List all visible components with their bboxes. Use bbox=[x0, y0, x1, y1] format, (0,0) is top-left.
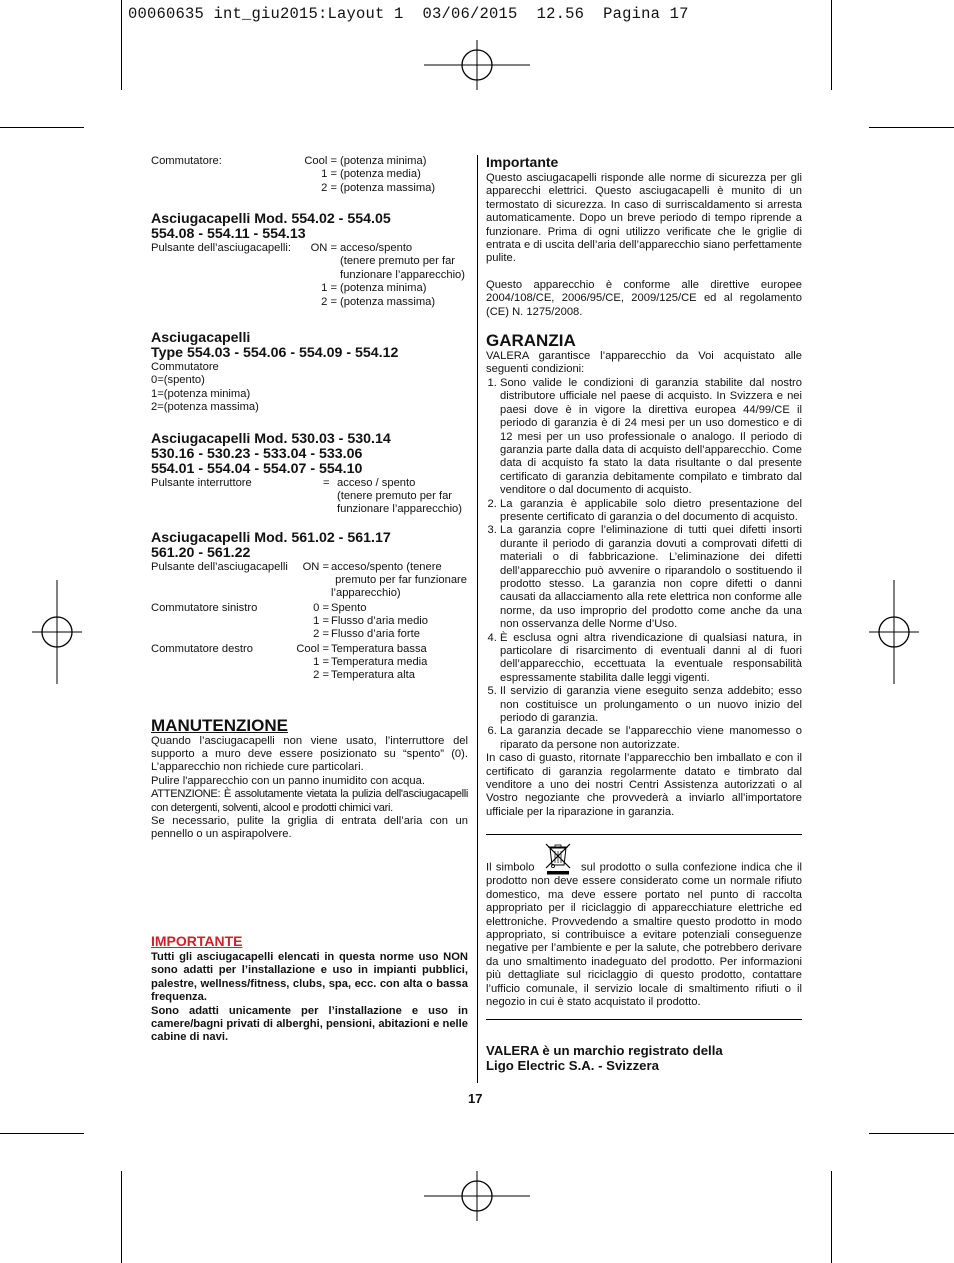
switch-keys bbox=[281, 643, 329, 683]
spec-line: 1=(potenza minima) bbox=[151, 387, 251, 400]
warranty-heading: GARANZIA bbox=[486, 331, 576, 351]
button-values bbox=[340, 242, 465, 309]
switch-values bbox=[340, 155, 435, 195]
button-spec bbox=[151, 242, 468, 310]
brand-notice: Ligo Electric S.A. - Svizzera bbox=[486, 1058, 659, 1074]
maintenance-text: Se necessario, pulite la griglia di entrata dell’aria con un pennello o un aspirapolvere. bbox=[151, 815, 468, 841]
crop-mark bbox=[869, 1133, 954, 1134]
switch-value: Flusso d’aria forte bbox=[331, 628, 420, 641]
button-label: Pulsante dell’asciugacapelli: bbox=[151, 242, 291, 254]
model-heading: Asciugacapelli Mod. 561.02 - 561.17 bbox=[151, 529, 391, 546]
crop-mark bbox=[831, 0, 832, 90]
crop-mark bbox=[121, 1171, 122, 1263]
button-value: (potenza massima) bbox=[340, 295, 436, 308]
switch-value: funzionare l’apparecchio) bbox=[337, 503, 463, 516]
model-heading: Asciugacapelli Mod. 554.02 - 554.05 bbox=[151, 211, 391, 227]
model-heading: 554.01 - 554.04 - 554.07 - 554.10 bbox=[151, 460, 363, 477]
switch-values bbox=[337, 477, 462, 517]
registration-mark-bottom bbox=[424, 1171, 530, 1221]
button-value: acceso/spento (tenere bbox=[331, 560, 442, 573]
switch-values bbox=[331, 602, 428, 642]
crossed-bin-icon bbox=[545, 843, 571, 875]
button-key: 2 = bbox=[321, 295, 337, 308]
crop-mark bbox=[831, 1171, 832, 1263]
switch-key: Cool = bbox=[296, 642, 329, 655]
model-heading: 530.16 - 530.23 - 533.04 - 533.06 bbox=[151, 445, 363, 462]
switch-value: (tenere premuto per far bbox=[337, 490, 453, 503]
crop-mark bbox=[0, 127, 84, 128]
switch-value: (potenza minima) bbox=[340, 155, 427, 167]
switch-value: Temperatura bassa bbox=[331, 642, 427, 655]
warranty-conditions bbox=[486, 377, 802, 752]
switch-value: Flusso d’aria medio bbox=[331, 615, 429, 628]
list-item: 6. La garanzia decade se l’apparecchio viene manomesso o riparato da persone non autorizzate. bbox=[500, 725, 802, 752]
button-keys bbox=[297, 242, 337, 309]
page-number: 17 bbox=[468, 1091, 483, 1106]
button-key: ON = bbox=[310, 242, 337, 254]
switch-key: 1 = bbox=[313, 656, 329, 669]
maintenance-heading: MANUTENZIONE bbox=[151, 715, 288, 735]
maintenance-text: Quando l’asciugacapelli non viene usato, l’interruttore del supporto a muro deve essere posizionato su “spento” (0). L’apparecchio non richiede cure particolari. bbox=[151, 734, 468, 774]
list-item: 2. La garanzia è applicabile solo dietro presentazione del presente certificato di garanzia o del documento di acquisto. bbox=[500, 498, 802, 525]
maintenance-text: Pulire l'apparecchio con un panno inumidito con acqua. bbox=[151, 774, 425, 787]
important-text: Sono adatti unicamente per l’installazione e uso in camere/bagni privati di alberghi, pensioni, abitazioni e nelle cabine di navi. bbox=[151, 1004, 468, 1044]
model-heading: Asciugacapelli bbox=[151, 330, 251, 346]
right-column bbox=[486, 155, 802, 1073]
model-heading: Type 554.03 - 554.06 - 554.09 - 554.12 bbox=[151, 345, 399, 361]
crop-mark bbox=[0, 1133, 84, 1134]
switch-key: 2 = bbox=[313, 628, 329, 641]
button-values bbox=[331, 561, 467, 601]
crop-mark bbox=[121, 0, 122, 90]
crop-mark bbox=[869, 127, 954, 128]
button-key: ON = bbox=[302, 560, 329, 573]
maintenance-warning: ATTENZIONE: È assolutamente vietata la pulizia dell'asciugacapelli con detergenti, solventi, alcool e prodotti chimici vari. bbox=[151, 788, 468, 814]
switch-key: 1 = bbox=[313, 615, 329, 628]
spec-line: Commutatore bbox=[151, 361, 219, 373]
brand-notice: VALERA è un marchio registrato della bbox=[486, 1043, 723, 1059]
button-spec bbox=[151, 561, 468, 602]
model-heading: 561.20 - 561.22 bbox=[151, 544, 251, 561]
switch-key: 0 = bbox=[313, 601, 329, 614]
important-heading: IMPORTANTE bbox=[151, 932, 243, 949]
important-text: Tutti gli asciugacapelli elencati in questa norme uso NON sono adatti per l’installazione e uso in impianti pubblici, palestre, wellness/fitness, clubs, spa, ecc. con alta o bassa frequenza. bbox=[151, 950, 468, 1004]
switch-key: Cool = bbox=[304, 155, 337, 167]
switch-keys bbox=[297, 155, 337, 195]
switch-value: acceso / spento bbox=[337, 476, 416, 489]
weee-prefix: Il simbolo bbox=[486, 861, 535, 874]
switch-label: Commutatore destro bbox=[151, 642, 253, 655]
model-heading: 554.08 - 554.11 - 554.13 bbox=[151, 226, 306, 242]
switch-value: Temperatura alta bbox=[331, 669, 415, 682]
list-item: 4. È esclusa ogni altra rivendicazione di qualsiasi natura, in particolare di risarcimento di eventuali danni al di fuori dell’apparecchio, eccettuata la eventuale responsabilità espressamente stabilita dalle leggi vigenti. bbox=[500, 632, 802, 686]
weee-notice bbox=[486, 843, 802, 1009]
switch-value: (potenza media) bbox=[340, 168, 421, 181]
left-switch-spec bbox=[151, 602, 468, 643]
button-value: acceso/spento bbox=[340, 242, 413, 254]
list-item: 1. Sono valide le condizioni di garanzia stabilite dal nostro distributore ufficiale nel paese di acquisto. In Svizzera e nei paesi dove è in vigore la direttiva europea 44/99/CE il periodo di garanzia è di 24 mesi per un uso domestico e di 12 mesi per un uso professionale o analogo. Il periodo di garanzia parte dalla data di acquisto dell’apparecchio. Come data di acquisto fa stato la data risultante o dal presente certificato di garanzia debitamente compilato e timbrato dal venditore o dal documento di acquisto. bbox=[500, 377, 802, 498]
registration-mark-right bbox=[869, 580, 919, 684]
spec-line: 2=(potenza massima) bbox=[151, 401, 259, 414]
switch-value: Temperatura media bbox=[331, 656, 428, 669]
switch-value: (potenza massima) bbox=[340, 181, 436, 194]
left-column bbox=[151, 155, 468, 1045]
switch-key: 2 = bbox=[321, 181, 337, 194]
switch-key: 1 = bbox=[321, 168, 337, 181]
switch-label: Pulsante interruttore bbox=[151, 476, 252, 489]
registration-mark-top bbox=[424, 40, 530, 90]
switch-spec bbox=[151, 155, 468, 199]
conformity-text: Questo apparecchio è conforme alle direttive europee 2004/108/CE, 2006/95/CE, 2009/125/CE ed al regolamento (CE) N. 1275/2008. bbox=[486, 278, 802, 318]
warranty-outro: In caso di guasto, ritornate l’apparecchio ben imballato e con il certificato di garanzia regolarmente datato e timbrato dal venditore a uno dei nostri Centri Assistenza autorizzati o al Vostro negoziante che provvederà a inviarlo all’importatore ufficiale per la riparazione in garanzia. bbox=[486, 752, 802, 818]
column-divider bbox=[477, 155, 478, 1083]
spec-line: 0=(spento) bbox=[151, 374, 205, 387]
switch-values bbox=[331, 643, 427, 683]
button-label: Pulsante dell’asciugacapelli bbox=[151, 560, 288, 573]
switch-label: Commutatore sinistro bbox=[151, 601, 258, 614]
model-heading: Asciugacapelli Mod. 530.03 - 530.14 bbox=[151, 430, 391, 447]
button-value: l’apparecchio) bbox=[331, 587, 401, 600]
weee-text: sul prodotto o sulla confezione indica che il prodotto non deve essere considerato come un normale rifiuto domestico, ma deve essere portato nel punto di raccolta appropriato per il riciclaggio di apparecchiature elettriche ed elettroniche. Provvedendo a smaltire questo prodotto in modo appropriato, si contribuisce a evitare potenziali conseguenze negative per l’ambiente e per la salute, che potrebbero derivare da uno smaltimento inadeguato del prodotto. Per informazioni più dettagliate sul riciclaggio di questo prodotto, contattare l’ufficio comunale, il servizio locale di smaltimento rifiuti o il negozio in cui è stato acquistato il prodotto. bbox=[486, 861, 802, 1008]
button-key: 1 = bbox=[321, 282, 337, 295]
safety-text: Questo asciugacapelli risponde alle norme di sicurezza per gli apparecchi elettrici. Questo asciugacapelli è munito di un termostato di sicurezza. In caso di surriscaldamento si arresta automaticamente. Dopo un breve periodo di tempo riprende a funzionare. Prima di ogni utilizzo verificate che le griglie di entrata e di uscita dell’aria dell’apparecchio siano perfettamente pulite. bbox=[486, 172, 802, 265]
switch-key: 2 = bbox=[313, 669, 329, 682]
list-item: 3. La garanzia copre l’eliminazione di tutti quei difetti insorti durante il periodo di garanzia dovuti a comprovati difetti di materiali o di fabbricazione. L’eliminazione dei difetti dell’apparecchio può avvenire o riparandolo o sostituendo il prodotto stesso. La garanzia non copre difetti o danni causati da allacciamento alla rete elettrica non conforme alle norme, da uso improprio del prodotto come anche da una non osservanza delle Norme d’Uso. bbox=[500, 524, 802, 631]
warranty-intro: VALERA garantisce l’apparecchio da Voi acquistato alle seguenti condizioni: bbox=[486, 350, 802, 376]
switch-keys bbox=[281, 602, 329, 642]
switch-label: Commutatore: bbox=[151, 155, 222, 167]
button-value: funzionare l’apparecchio) bbox=[340, 268, 466, 281]
print-slug: 00060635 int_giu2015:Layout 1 03/06/2015 12.56 Pagina 17 bbox=[128, 5, 689, 23]
right-switch-spec bbox=[151, 643, 468, 684]
important-heading: Importante bbox=[486, 154, 559, 170]
registration-mark-left bbox=[32, 580, 82, 684]
switch-key: = bbox=[323, 476, 330, 489]
switch-spec bbox=[151, 477, 468, 518]
button-value: premuto per far funzionare bbox=[335, 574, 467, 587]
button-value: (potenza minima) bbox=[340, 282, 427, 295]
button-value: (tenere premuto per far bbox=[340, 255, 456, 268]
switch-value: Spento bbox=[331, 601, 367, 614]
list-item: 5. Il servizio di garanzia viene eseguito senza addebito; esso non costituisce un prolungamento o un nuovo inizio del periodo di garanzia. bbox=[500, 685, 802, 725]
